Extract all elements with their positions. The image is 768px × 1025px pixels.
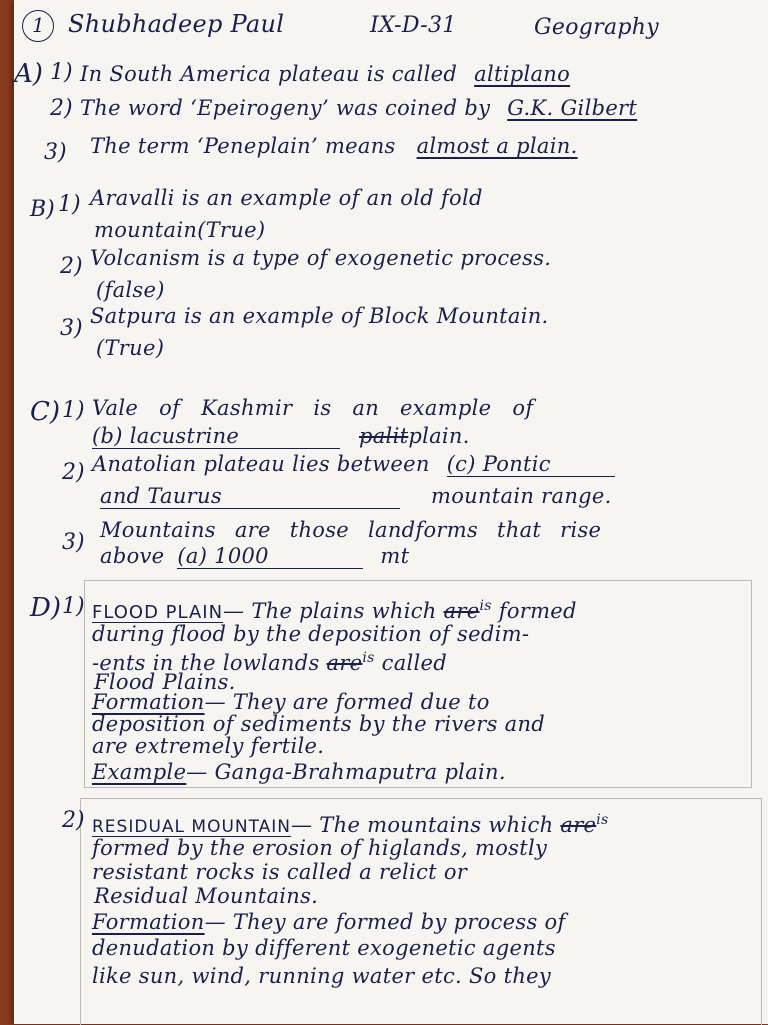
d2-struck1: are: [560, 813, 597, 837]
c3-num: 3): [62, 530, 85, 555]
b1-num: 1): [58, 192, 81, 217]
a1-answer: altiplano: [474, 62, 571, 86]
d1-example: [92, 760, 506, 784]
b3-num: 3): [60, 316, 83, 341]
a2-question: [80, 96, 637, 120]
d1-line3-text: -ents in the lowlands: [92, 651, 327, 675]
c2-text: Anatolian plateau lies between: [92, 452, 430, 476]
student-name: Shubhadeep Paul: [68, 10, 285, 38]
a1-text: In South America plateau is called: [80, 62, 458, 86]
d2-line4: Residual Mountains.: [94, 884, 319, 908]
d2-def-start: — The mountains which: [291, 813, 561, 837]
d1-struck1: are: [443, 599, 480, 623]
b2-line1: Volcanism is a type of exogenetic process.: [90, 246, 552, 270]
d1-formation-1: — They are formed due to: [204, 690, 490, 714]
b1-line1: Aravalli is an example of an old fold: [90, 186, 483, 210]
d1-def-start: — The plains which: [223, 599, 444, 623]
c1-line1: Vale of Kashmir is an example of: [92, 396, 534, 420]
class-roll: IX-D-31: [370, 13, 457, 38]
a3-question: [90, 134, 578, 158]
b1-line2: [94, 218, 265, 242]
d2-formation-2: denudation by different exogenetic agents: [92, 936, 556, 960]
d1-tail2: called: [374, 651, 448, 675]
d2-formation-1: — They are formed by process of: [204, 910, 566, 934]
d2-num: 2): [62, 808, 85, 833]
d2-formation-3: like sun, wind, running water etc. So they: [92, 964, 552, 988]
c1-num: 1): [62, 398, 85, 423]
d1-formation-2: deposition of sediments by the rivers and: [92, 712, 546, 736]
d1-tail1: formed: [491, 599, 577, 623]
page-number: 1: [32, 13, 46, 37]
a2-text: The word ‘Epeirogeny’ was coined by: [80, 96, 491, 120]
d1-title: FLOOD PLAIN: [92, 602, 224, 623]
c3-tail: mt: [380, 544, 410, 568]
b3-answer: (True): [96, 336, 165, 360]
d1-num: 1): [62, 594, 85, 619]
b3-line1: Satpura is an example of Block Mountain.: [90, 304, 549, 328]
c2-answer-a: (c) Pontic: [447, 452, 615, 477]
subject: Geography: [534, 15, 659, 40]
section-a-label: A): [14, 59, 43, 89]
c1-answer: (b) lacustrine: [92, 424, 340, 449]
c3-line1: Mountains are those landforms that rise: [100, 518, 602, 542]
c2-answer-b: and Taurus: [100, 484, 400, 509]
c1-tail: plain.: [408, 424, 470, 448]
d2-formation-label: Formation: [92, 910, 205, 934]
d1-insert1: is: [479, 598, 492, 614]
c1-line2: [92, 424, 470, 449]
d2-insert1: is: [596, 812, 609, 828]
a1-question: [80, 62, 570, 86]
a2-answer: G.K. Gilbert: [507, 96, 638, 120]
d1-struck2: are: [326, 651, 363, 675]
section-b-label: B): [30, 197, 55, 222]
d2-formation: [92, 910, 566, 934]
d1-example-label: Example: [92, 760, 187, 784]
c3-line2: [100, 544, 409, 569]
d1-formation-3: are extremely fertile.: [92, 734, 325, 758]
d1-line1: [92, 594, 577, 625]
b2-answer: (false): [96, 278, 165, 302]
section-d-label: D): [30, 593, 61, 623]
b1-answer: (True): [197, 218, 266, 242]
section-c-label: C): [30, 397, 61, 427]
c2-num: 2): [62, 460, 85, 485]
d1-line4: Flood Plains.: [94, 670, 236, 694]
c2-line2: [100, 484, 612, 509]
c2-tail: mountain range.: [430, 484, 612, 508]
b2-num: 2): [60, 254, 83, 279]
d2-line2: formed by the erosion of higlands, mostly: [92, 836, 548, 860]
c3-word: above: [100, 544, 165, 568]
d2-line3: resistant rocks is called a relict or: [92, 860, 468, 884]
c3-answer: (a) 1000: [177, 544, 363, 569]
d1-insert2: is: [362, 650, 375, 666]
d1-formation-label: Formation: [92, 690, 205, 714]
a3-answer: almost a plain.: [416, 134, 578, 158]
d1-formation: [92, 690, 490, 714]
d1-line2: during flood by the deposition of sedim-: [92, 622, 530, 646]
d2-line1: [92, 808, 609, 839]
a1-num: 1): [50, 60, 73, 85]
c2-line1: [92, 452, 615, 477]
b1-word: mountain: [94, 218, 198, 242]
a3-text: The term ‘Peneplain’ means: [90, 134, 396, 158]
a2-num: 2): [50, 96, 73, 121]
c1-struck: palit: [358, 424, 409, 448]
d1-example-text: — Ganga-Brahmaputra plain.: [186, 760, 506, 784]
d2-title: RESIDUAL MOUNTAIN: [92, 817, 292, 837]
notebook-page: [14, 0, 768, 1024]
a3-num: 3): [44, 140, 67, 165]
